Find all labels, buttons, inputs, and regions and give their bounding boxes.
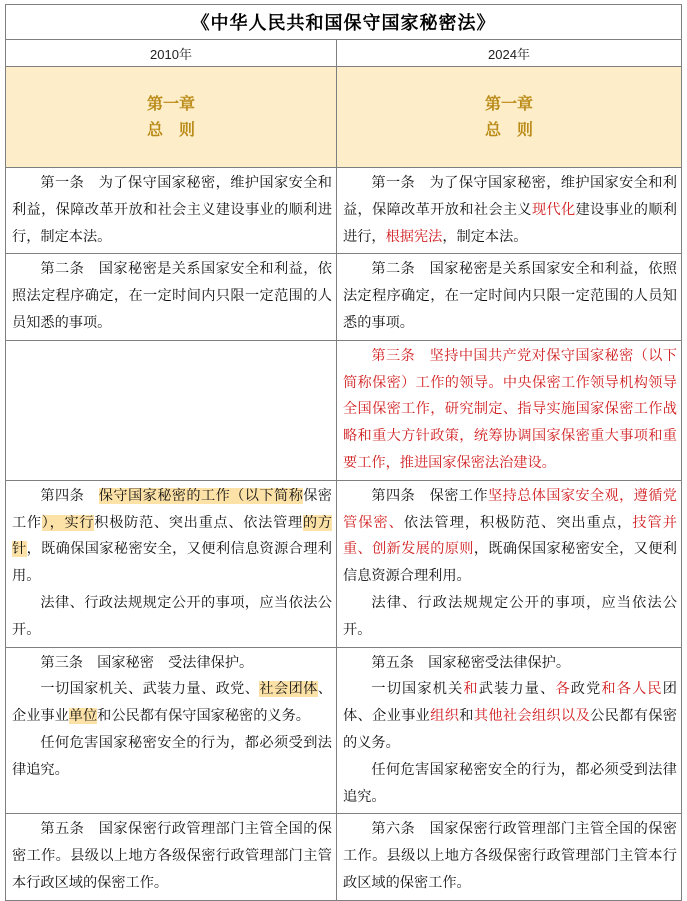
article-cell-2024 xyxy=(337,480,682,647)
article-row xyxy=(6,480,682,647)
article-cell-2010 xyxy=(6,340,337,480)
comparison-document xyxy=(5,4,681,901)
article-cell-2024 xyxy=(337,340,682,480)
text-segment: 法律、行政法规规定公开的事项，应当依法公开。 xyxy=(343,594,677,638)
revised-text: 和 xyxy=(463,681,479,698)
text-segment: 建设事业的顺利进行， xyxy=(343,201,677,245)
text-segment: 公民都有保密的义务。 xyxy=(343,708,677,751)
article-paragraph xyxy=(12,170,332,250)
text-segment: 一切国家机关 xyxy=(371,681,464,698)
revised-text: 根据宪法 xyxy=(385,228,443,245)
article-cell-2024 xyxy=(337,647,682,814)
text-segment: 第五条 国家秘密受法律保护。 xyxy=(371,654,571,671)
highlighted-text: 保守国家秘密的工作（以下简称 xyxy=(98,487,304,504)
article-rows xyxy=(6,168,682,901)
article-cell-2010 xyxy=(6,814,337,900)
chapter-number: 第一章 xyxy=(484,94,533,113)
article-paragraph xyxy=(343,343,677,477)
revised-text: 技管并重、创新发展的原则 xyxy=(343,514,677,558)
revised-text: 第三条 坚持中国共产党对保守国家秘密（以下简称保密）工作的领导。中央保密工作领导机构领导全国保密工作，研究制定、指导实施国家保密工作战略和重大方针政策，统筹协调国家保密重大事项和重要工作，推进国家保密法治建设。 xyxy=(343,347,677,471)
text-segment: 第六条 国家保密行政管理部门主管全国的保密工作。县级以上地方各级保密行政管理部门主管本行政区域的保密工作。 xyxy=(343,821,677,891)
article-cell-2024 xyxy=(337,168,682,254)
text-segment: 团体、企业事业 xyxy=(343,681,677,725)
article-cell-2024 xyxy=(337,254,682,340)
comparison-table xyxy=(5,4,682,901)
article-row xyxy=(6,340,682,480)
text-segment: ，制定本法。 xyxy=(442,228,528,245)
text-segment: 第一条 为了保守国家秘密，维护国家安全和利益，保障改革开放和社会主义 xyxy=(343,175,677,218)
text-segment: 第二条 国家秘密是关系国家安全和利益，依照法定程序确定，在一定时间内只限一定范围的人员知悉的事项。 xyxy=(343,261,677,331)
text-segment: 法律、行政法规规定公开的事项，应当依法公开。 xyxy=(12,594,332,638)
highlighted-text: 社会团体 xyxy=(259,681,318,698)
article-paragraph xyxy=(12,816,332,896)
text-segment: 政党 xyxy=(570,681,602,698)
article-paragraph xyxy=(12,590,332,644)
text-segment: 和 xyxy=(459,708,474,725)
article-row xyxy=(6,254,682,340)
text-segment: 第五条 国家保密行政管理部门主管全国的保密工作。县级以上地方各级保密行政管理部门主管本行政区域的保密工作。 xyxy=(12,821,332,891)
revised-text: 坚持总体国家安全观，遵循党管保密、 xyxy=(343,487,677,531)
text-segment: ，既确保国家秘密安全，又便利信息资源合理利用。 xyxy=(343,541,677,585)
article-paragraph xyxy=(343,483,677,590)
chapter-name: 总 则 xyxy=(484,120,533,139)
article-cell-2010 xyxy=(6,254,337,340)
revised-text: 现代化 xyxy=(531,201,576,218)
revised-text: 组织 xyxy=(430,708,460,725)
highlighted-text: ），实行 xyxy=(41,514,95,531)
article-cell-2024 xyxy=(337,814,682,900)
article-paragraph xyxy=(343,816,677,896)
article-cell-2010 xyxy=(6,168,337,254)
text-segment: 任何危害国家秘密安全的行为，都必须受到法律追究。 xyxy=(343,761,677,805)
article-paragraph xyxy=(12,676,332,730)
article-cell-2010 xyxy=(6,647,337,814)
text-segment: 保密工作 xyxy=(12,487,332,531)
text-segment: 第四条 xyxy=(40,487,99,504)
highlighted-text: 单位 xyxy=(68,708,98,725)
article-paragraph xyxy=(343,256,677,336)
text-segment: 第三条 国家秘密 受法律保护。 xyxy=(40,654,254,671)
text-segment: 一切国家机关、武装力量、政党、 xyxy=(40,681,260,698)
text-segment: 武装力量、 xyxy=(478,681,556,698)
article-row xyxy=(6,814,682,900)
chapter-name: 总 则 xyxy=(146,120,195,139)
article-paragraph xyxy=(343,170,677,250)
text-segment: 第一条 为了保守国家秘密，维护国家安全和利益，保障改革开放和社会主义建设事业的顺利进行，制定本法。 xyxy=(12,175,332,245)
article-cell-2010 xyxy=(6,480,337,647)
article-paragraph xyxy=(343,676,677,756)
article-paragraph xyxy=(343,590,677,644)
highlighted-text: 的方针 xyxy=(12,514,332,558)
text-segment: ，既确保国家秘密安全，又便利信息资源合理利用。 xyxy=(12,541,332,585)
article-paragraph xyxy=(343,757,677,811)
revised-text: 和各人民 xyxy=(601,681,663,698)
text-segment: 第二条 国家秘密是关系国家安全和利益，依照法定程序确定，在一定时间内只限一定范围的人员知悉的事项。 xyxy=(12,261,332,331)
text-segment: 积极防范、突出重点、依法管理 xyxy=(94,514,303,531)
text-segment: 第四条 保密工作 xyxy=(371,487,488,504)
text-segment: 依法管理，积极防范、突出重点， xyxy=(403,514,633,531)
chapter-heading-2024 xyxy=(337,67,682,168)
text-segment: 和公民都有保守国家秘密的义务。 xyxy=(97,708,310,725)
chapter-heading-2010 xyxy=(6,67,337,168)
article-row xyxy=(6,168,682,254)
article-paragraph xyxy=(12,256,332,336)
article-paragraph xyxy=(12,650,332,677)
text-segment: 任何危害国家秘密安全的行为，都必须受到法律追究。 xyxy=(12,734,332,778)
article-row xyxy=(6,647,682,814)
article-paragraph xyxy=(343,650,677,677)
article-paragraph xyxy=(12,483,332,590)
column-header-2024: 2024年 xyxy=(337,40,682,67)
document-title: 《中华人民共和国保守国家秘密法》 xyxy=(6,5,682,40)
text-segment: 、企业事业 xyxy=(12,681,332,725)
article-paragraph xyxy=(12,730,332,784)
revised-text: 各 xyxy=(555,681,571,698)
revised-text: 其他社会组织以及 xyxy=(473,708,591,725)
column-header-2010: 2010年 xyxy=(6,40,337,67)
chapter-number: 第一章 xyxy=(146,94,195,113)
